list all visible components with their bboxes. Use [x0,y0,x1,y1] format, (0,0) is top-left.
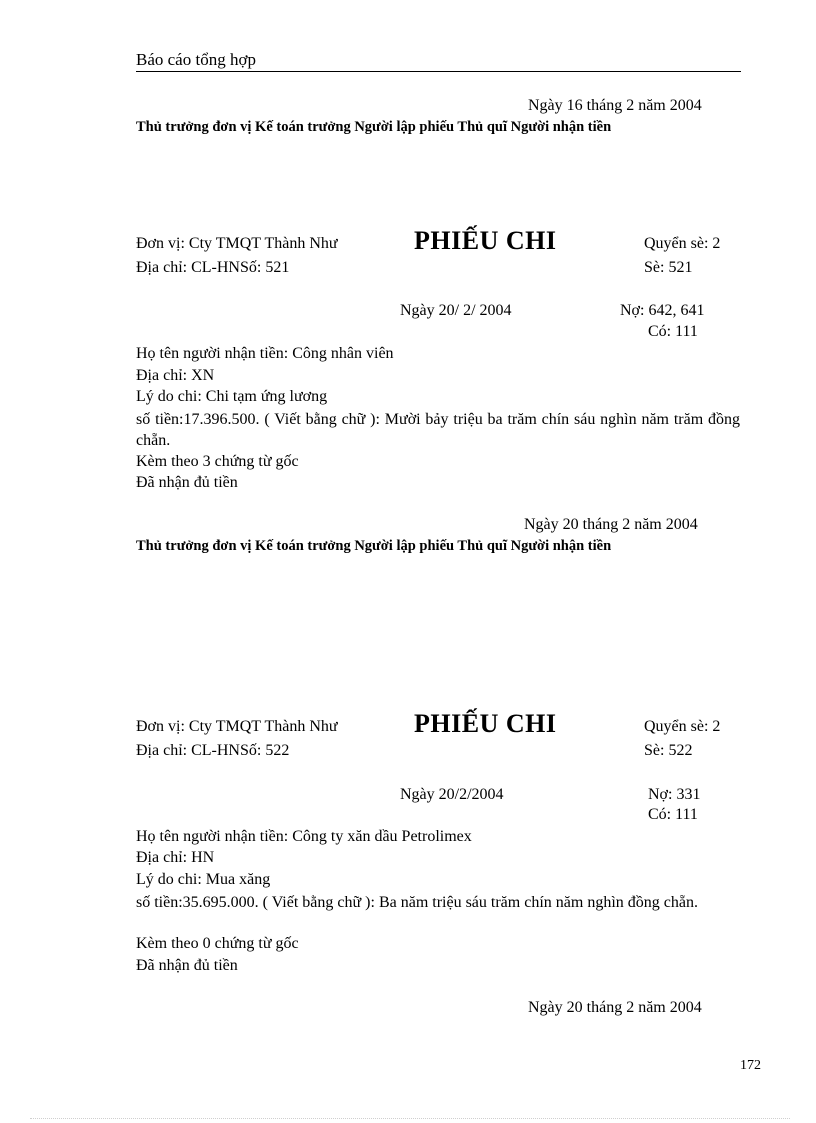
header-rule [136,71,741,72]
voucher-2-sign-date: Ngày 20 tháng 2 năm 2004 [528,999,702,1016]
voucher-1-recipient-address: Địa chỉ: XN [136,367,215,384]
document-header-title: Báo cáo tổng hợp [136,50,256,69]
voucher-1-number: Sè: 521 [644,259,693,276]
voucher-1-received: Đã nhận đủ tiền [136,474,238,491]
voucher-2-number: Sè: 522 [644,742,693,759]
voucher-1-sign-date: Ngày 20 tháng 2 năm 2004 [524,516,698,533]
voucher-2-credit: Có: 111 [648,806,698,823]
top-signature-line: Thủ trưởng đơn vị Kế toán trưởng Người lập phiếu Thủ quĩ Người nhận tiền [136,119,612,135]
voucher-1-date: Ngày 20/ 2/ 2004 [400,302,512,319]
voucher-2-address: Địa chỉ: CL-HNSố: 522 [136,742,290,759]
voucher-1-reason: Lý do chi: Chi tạm ứng lương [136,388,328,405]
page-number: 172 [740,1058,761,1073]
footer-dotted-rule [30,1118,790,1119]
voucher-2-amount: số tiền:35.695.000. ( Viết bằng chữ ): Ba năm triệu sáu trăm chín năm nghìn đồng chẵn. [136,894,698,911]
voucher-2-attached: Kèm theo 0 chứng từ gốc [136,935,299,952]
voucher-2-book: Quyển sè: 2 [644,718,721,735]
voucher-1-address: Địa chỉ: CL-HNSố: 521 [136,259,290,276]
voucher-2-title: PHIẾU CHI [414,709,557,738]
voucher-2-received: Đã nhận đủ tiền [136,957,238,974]
voucher-2-unit: Đơn vị: Cty TMQT Thành Như [136,718,338,735]
voucher-1-unit: Đơn vị: Cty TMQT Thành Như [136,235,338,252]
voucher-1-amount: số tiền:17.396.500. ( Viết bằng chữ ): Mười bảy triệu ba trăm chín sáu nghìn năm trăm đồng chẵn. [136,411,740,449]
voucher-2-recipient: Họ tên người nhận tiền: Công ty xăn dầu Petrolimex [136,828,472,845]
voucher-2-debit: Nợ: 331 [648,786,701,803]
voucher-1-debit: Nợ: 642, 641 [620,302,705,319]
voucher-1-book: Quyển sè: 2 [644,235,721,252]
voucher-1-credit: Có: 111 [648,323,698,340]
voucher-1-recipient: Họ tên người nhận tiền: Công nhân viên [136,345,394,362]
top-sign-date: Ngày 16 tháng 2 năm 2004 [528,97,702,114]
voucher-2-reason: Lý do chi: Mua xăng [136,871,271,888]
voucher-1-attached: Kèm theo 3 chứng từ gốc [136,453,299,470]
voucher-2-recipient-address: Địa chỉ: HN [136,849,215,866]
voucher-1-title: PHIẾU CHI [414,226,557,255]
voucher-1-signature-line: Thủ trưởng đơn vị Kế toán trưởng Người lập phiếu Thủ quĩ Người nhận tiền [136,538,612,554]
voucher-2-date: Ngày 20/2/2004 [400,786,504,803]
